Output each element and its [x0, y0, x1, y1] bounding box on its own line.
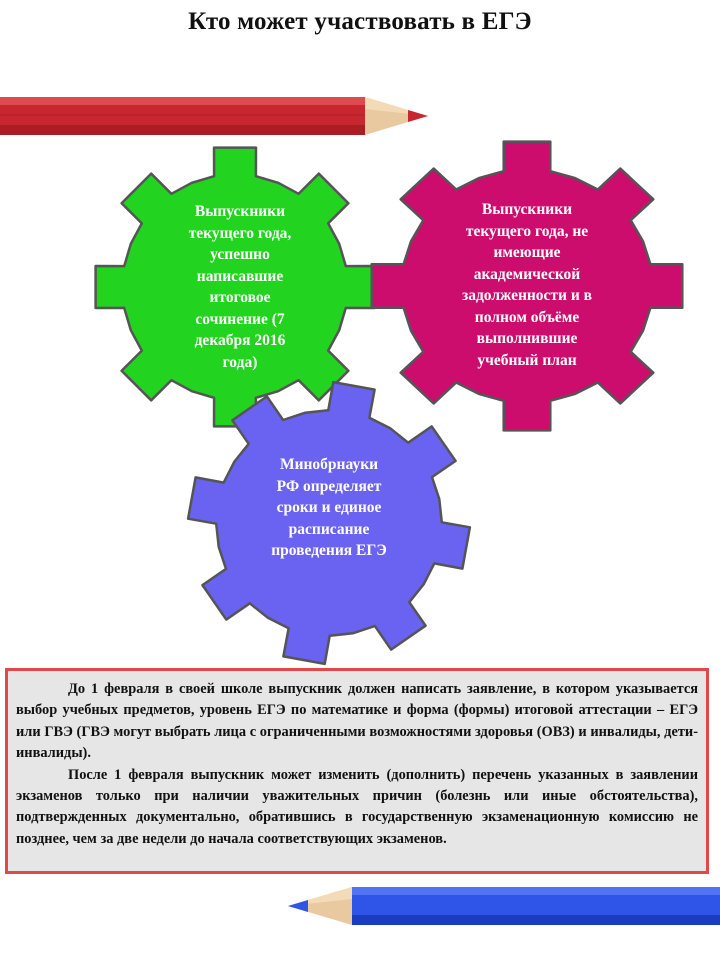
- info-paragraph-changes: После 1 февраля выпускник может изменить (дополнить) перечень указанных в заявлении экзаменов только при наличии уважительных причин (болезнь или иные обстоятельства), подтвержденных документально, обратившись в государственную экзаменационную комиссию не позднее, чем за две недели до начала соответствующих экзаменов.: [16, 766, 698, 847]
- magenta-gear-line: академической: [473, 265, 581, 283]
- green-gear-line: текущего года,: [188, 224, 292, 242]
- blue-gear-line: расписание: [288, 520, 370, 538]
- info-paragraph-deadline: До 1 февраля в своей школе выпускник должен написать заявление, в котором указывается выбор учебных предметов, уровень ЕГЭ по математике и форма (формы) итоговой аттестации – ЕГЭ или ГВЭ (ГВЭ могут выбрать лица с ограниченными возможностями здоровья (ОВЗ) и инвалиды, дети-инвалиды).: [16, 681, 698, 762]
- blue-pencil-icon: [284, 884, 720, 930]
- green-gear-line: успешно: [210, 246, 270, 263]
- magenta-gear-line: выполнившие: [476, 330, 578, 347]
- green-gear-line: года): [222, 353, 258, 371]
- magenta-gear-line: имеющие: [493, 244, 561, 261]
- green-gear-line: сочинение (7: [195, 310, 285, 328]
- green-gear-line: Выпускники: [194, 203, 286, 220]
- magenta-gear-line: задолженности и в: [461, 287, 593, 304]
- green-gear-line: написавшие: [196, 267, 284, 285]
- green-gear-text: [140, 201, 340, 373]
- red-pencil-icon: [0, 94, 432, 140]
- blue-gear-line: проведения ЕГЭ: [271, 542, 387, 559]
- green-gear-line: итоговое: [209, 289, 271, 306]
- info-box: [5, 668, 709, 874]
- magenta-gear-text: [427, 199, 627, 371]
- blue-gear-line: Минобрнауки: [279, 456, 379, 473]
- magenta-gear-line: полном объёме: [474, 308, 580, 326]
- blue-gear-text: [236, 454, 422, 562]
- blue-gear-line: сроки и единое: [276, 499, 382, 516]
- green-gear-line: декабря 2016: [194, 332, 286, 349]
- magenta-gear-line: Выпускники: [481, 201, 573, 218]
- magenta-gear-line: учебный план: [477, 351, 577, 369]
- blue-gear-line: РФ определяет: [276, 477, 382, 495]
- page-title: Кто может участвовать в ЕГЭ: [188, 8, 532, 35]
- magenta-gear-line: текущего года, не: [465, 222, 589, 240]
